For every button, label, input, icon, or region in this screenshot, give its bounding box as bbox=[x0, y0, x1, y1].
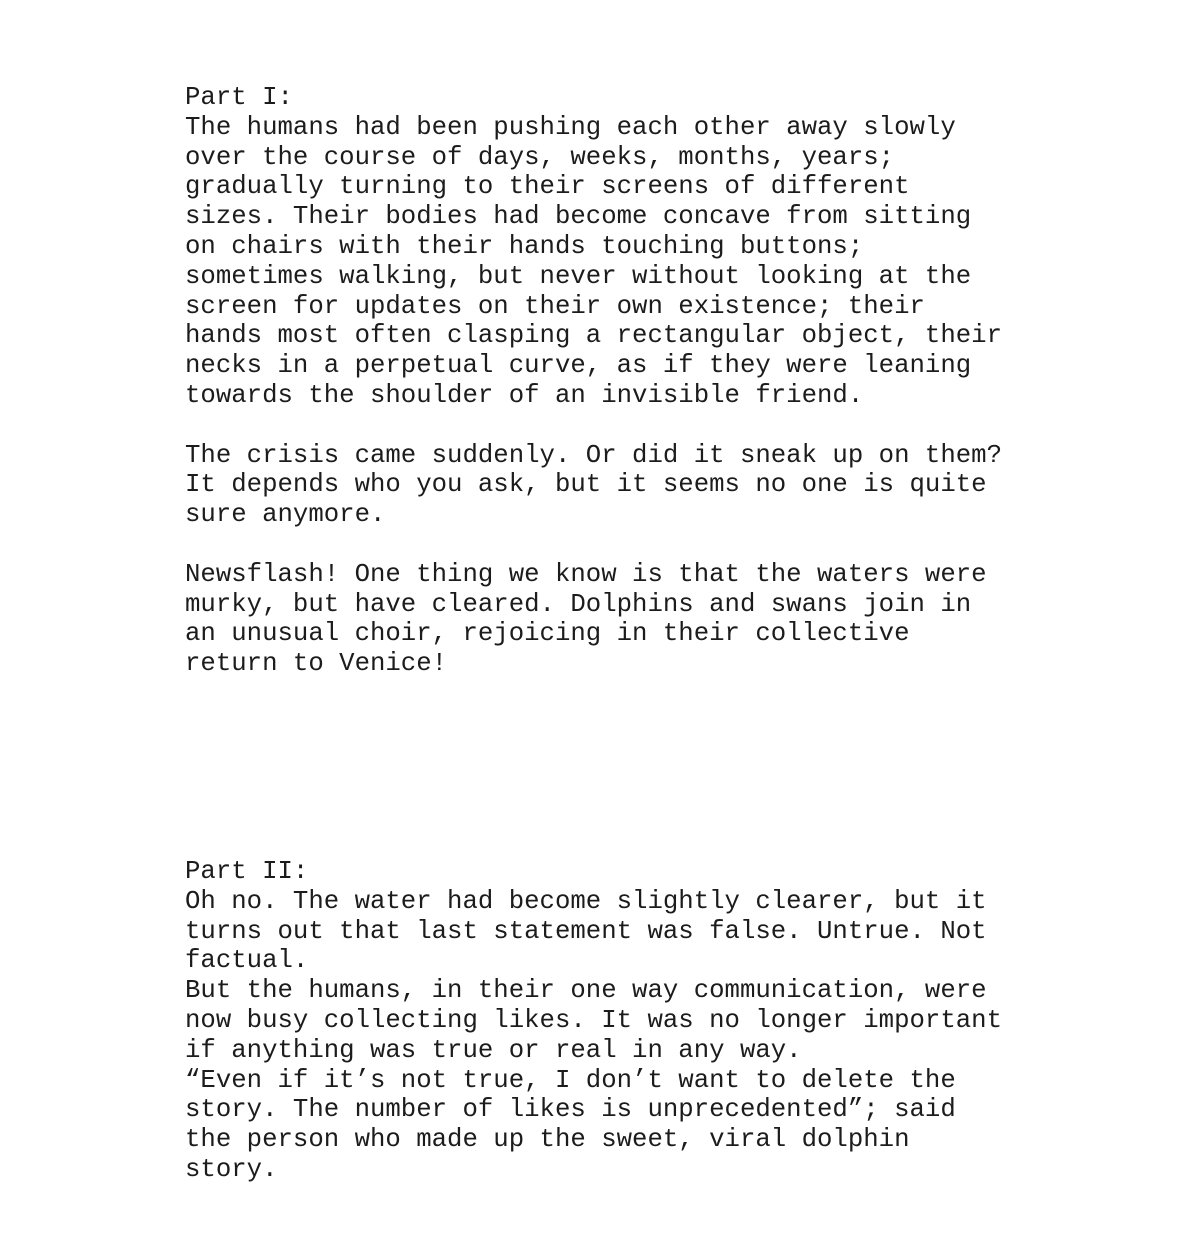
text-line: turns out that last statement was false. Untrue. Not bbox=[185, 916, 987, 946]
text-line: sizes. Their bodies had become concave from sitting bbox=[185, 202, 972, 232]
text-line: towards the shoulder of an invisible friend. bbox=[185, 380, 864, 410]
part-one-paragraph-1 bbox=[185, 113, 1085, 411]
part-one-paragraph-3 bbox=[185, 560, 1085, 679]
text-line: on chairs with their hands touching buttons; bbox=[185, 231, 864, 261]
text-line: the person who made up the sweet, viral dolphin bbox=[185, 1125, 910, 1155]
text-line: an unusual choir, rejoicing in their collective bbox=[185, 619, 910, 649]
text-line: sometimes walking, but never without looking at the bbox=[185, 261, 972, 291]
text-line: gradually turning to their screens of different bbox=[185, 172, 910, 202]
part-one-heading: Part I: bbox=[185, 83, 293, 112]
text-line: now busy collecting likes. It was no longer important bbox=[185, 1005, 1002, 1035]
text-line: Oh no. The water had become slightly clearer, but it bbox=[185, 886, 987, 916]
text-line: But the humans, in their one way communication, were bbox=[185, 976, 987, 1006]
text-line: hands most often clasping a rectangular object, their bbox=[185, 321, 1002, 351]
text-line: over the course of days, weeks, months, years; bbox=[185, 142, 895, 172]
text-line: sure anymore. bbox=[185, 500, 386, 530]
text-line: screen for updates on their own existence; their bbox=[185, 291, 925, 321]
text-line: murky, but have cleared. Dolphins and swans join in bbox=[185, 589, 972, 619]
text-line: Newsflash! One thing we know is that the waters were bbox=[185, 559, 987, 589]
text-line: The humans had been pushing each other away slowly bbox=[185, 112, 956, 142]
text-line: necks in a perpetual curve, as if they were leaning bbox=[185, 351, 972, 381]
part-two-section bbox=[185, 857, 1085, 1185]
text-line: “Even if it’s not true, I don’t want to delete the bbox=[185, 1065, 956, 1095]
part-one-paragraph-2 bbox=[185, 441, 1085, 530]
paragraph-spacer bbox=[185, 530, 1085, 560]
text-line: The crisis came suddenly. Or did it sneak up on them? bbox=[185, 440, 1002, 470]
text-line: story. bbox=[185, 1154, 278, 1184]
text-line: if anything was true or real in any way. bbox=[185, 1035, 802, 1065]
paragraph-spacer bbox=[185, 411, 1085, 441]
text-line: return to Venice! bbox=[185, 649, 448, 679]
part-one-section bbox=[185, 83, 1085, 679]
text-line: factual. bbox=[185, 946, 309, 976]
part-two-heading: Part II: bbox=[185, 857, 309, 886]
text-line: story. The number of likes is unprecedented”; said bbox=[185, 1095, 956, 1125]
text-line: It depends who you ask, but it seems no one is quite bbox=[185, 470, 987, 500]
